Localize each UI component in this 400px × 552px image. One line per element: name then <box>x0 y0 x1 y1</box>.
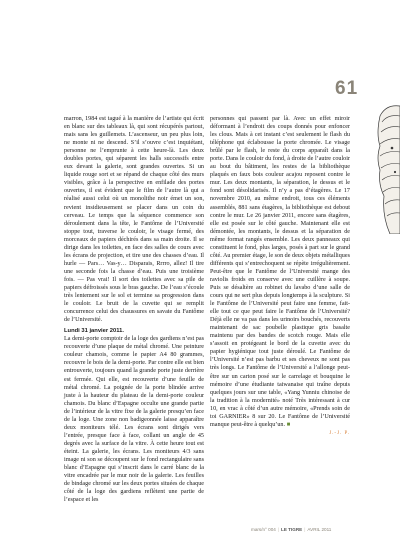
body-paragraph <box>210 115 350 429</box>
body-paragraph: marron, 1984 est tagué à la manière de l’artiste qui écrit en blanc sur des tableaux là, qui sont récupérés partout, mais sans les guillemets. L’ascenseur, un peu plus loin, ne monte ni ne descend. S’il s’ouvre c’est inquiétant, personne ne l’emprunte à cette heure-là. Les deux doubles portes, qui séparent les halls successifs entre eux devant la galerie, sont grandes ouvertes. Si un liquide rouge sort et se répand de chaque côté des murs visibles, grâce à la perspective en enfilade des portes ouvertes, il est évident que le film de l’autre là qui a réalisé aussi celui où un monolithe noir émet un son, revient insidieusement se placer dans un coin du cerveau. Le temps que la séquence commence son déroulement dans la tête, le Fantôme de l’Université stoppe tout, traverse le couloir, le visage fermé, des morceaux de papiers déchirés dans sa main droite. Il se dirige dans les toilettes, en face des salles de cours avec les écrans de projection, et tire une des chasses d’eau. Il hurle — Pars… Vas-y… Disparais, Rrrro, allez! Il tire une seconde fois la chasse d’eau. Puis une troisième fois. — Pas vrai! Il sort des toilettes avec sa pile de papiers défroissés sous le bras gauche. De l’eau s’écoule très lentement sur le sol et termine sa progression dans le couloir. Le bruit de la cuvette qui se remplit concurrence celui des chaussures en savate du Fantôme de l’Université. <box>64 116 204 324</box>
body-paragraph: La demi-porte comptoir de la loge des gardiens n’est pas recouverte d’une plaque de métal chromé. Une peinture couleur chamois, comme le papier A4 80 grammes, recouvre le bois de la demi-porte. Par contre elle est bien entrouverte, toujours quand la grande porte juste derrière est fermée. Qui elle, est recouverte d’une feuille de métal chromé. La poignée de la porte blindée arrive juste à la hauteur du plateau de la demi-porte couleur chamois. Du blanc d’Espagne occulte une grande partie de l’intérieur de la vitre fixe de la galerie presqu’en face de la loge. Une zone non badigeonnée laisse apparaître deux moniteurs télé. Les écrans sont dirigés vers l’entrée, presque face à face, collant un angle de 45 degrés avec la surface de la vitre. À cette heure tout est éteint. La galerie, les écrans. Les moniteurs 4/3 sans image ni son se découpent sur le fond rectangulaire sans blanc d’Espagne qui s’inscrit dans le carré blanc de la vitre encadrée par le mur noir de la galerie. Les feuilles de bindage chromé sur les deux portes situées de chaque côté de la loge des gardiens reflètent une partie de l’espace et les <box>64 336 204 504</box>
figure-illustration-icon <box>372 104 400 234</box>
left-text-column <box>64 115 204 504</box>
footer-separator: | <box>277 527 280 532</box>
author-signoff: J.-J. P. <box>329 430 350 436</box>
right-text-column <box>210 115 350 438</box>
page-footer <box>251 527 331 532</box>
footer-month: AVRIL 2011 <box>307 527 332 532</box>
footer-journal: LE TIGRE <box>281 527 303 532</box>
end-of-article-mark: ■ <box>286 421 291 428</box>
date-heading: Lundi 31 janvier 2011. <box>64 328 124 335</box>
page-number: 61 <box>335 78 359 99</box>
footer-issue: mars/n° 004 <box>251 527 276 532</box>
footer-separator: | <box>304 527 306 532</box>
body-paragraph-text: personnes qui passent par là. Avec un effet miroir déformant à l’endroit des coups donnés pour enfoncer les clous. Mais à cet instant c’est seulement le flash du téléphone qui éclabousse la porte chromée. Le visage brûlé par le flash, le reste du corps apparaît dans la porte. Dans le couloir du fond, à droite de l’autre couloir au bout du bâtiment, les restes de la bibliothèque plaqués en faux bois couleur acajou reposent contre le mur. Les deux montants, la séparation, le dessus et le fond sont désolidarisés. Il n’y a pas d’étagères. Le 17 novembre 2010, au même endroit, tous ces éléments assemblés, 881 sans étagères, la bibliothèque est debout contre le mur. Le 26 janvier 2011, encore sans étagères, elle est posée sur le côté gauche. Maintenant elle est démontée, les montants, le dessus et la séparation de même format rangés ensemble. Les deux panneaux qui constituent le fond, plus larges, posés à part sur le grand côté. Au premier étage, le son de deux objets métalliques différents qui s’entrechoquent se répète irrégulièrement. Peut-être que le Fantôme de l’Université mange des raviolis froids en conserve avec une cuillère à soupe. Puis se désaltère au robinet du lavabo d’une salle de cours qui ne sert plus depuis longtemps à la sculpture. Si le Fantôme de l’Université peut faire une femme, fait-elle tout ce que peut faire le Fantôme de l’Université? Déjà elle ne va pas dans les urinoirs bouchés, recouverts maintenant de sac poubelle plastique gris basalte maintenu par des bandes de scotch rouge. Mais elle s’assoit en protégeant le bord de la cuvette avec du papier hygiénique tout juste déroulé. Le Fantôme de l’Université n’est pas barbu et ses cheveux ne sont pas très longs. Le Fantôme de l’Université a l’allonge peut-être sur un carton posé sur le carrelage et bouquine le mémoire d’une étudiante taiwanaise qui traîne depuis quelques jours sur une table, «Yang Yunniu chinoise de la tradition à la modernité» noté Très intéressant à cur 10, en vrac à côté d’un autre mémoire, «Prends soin de toi GARNIER» 8 sur 20. Le Fantôme de l’Université manque peut-être à quelqu’un. <box>210 116 350 428</box>
